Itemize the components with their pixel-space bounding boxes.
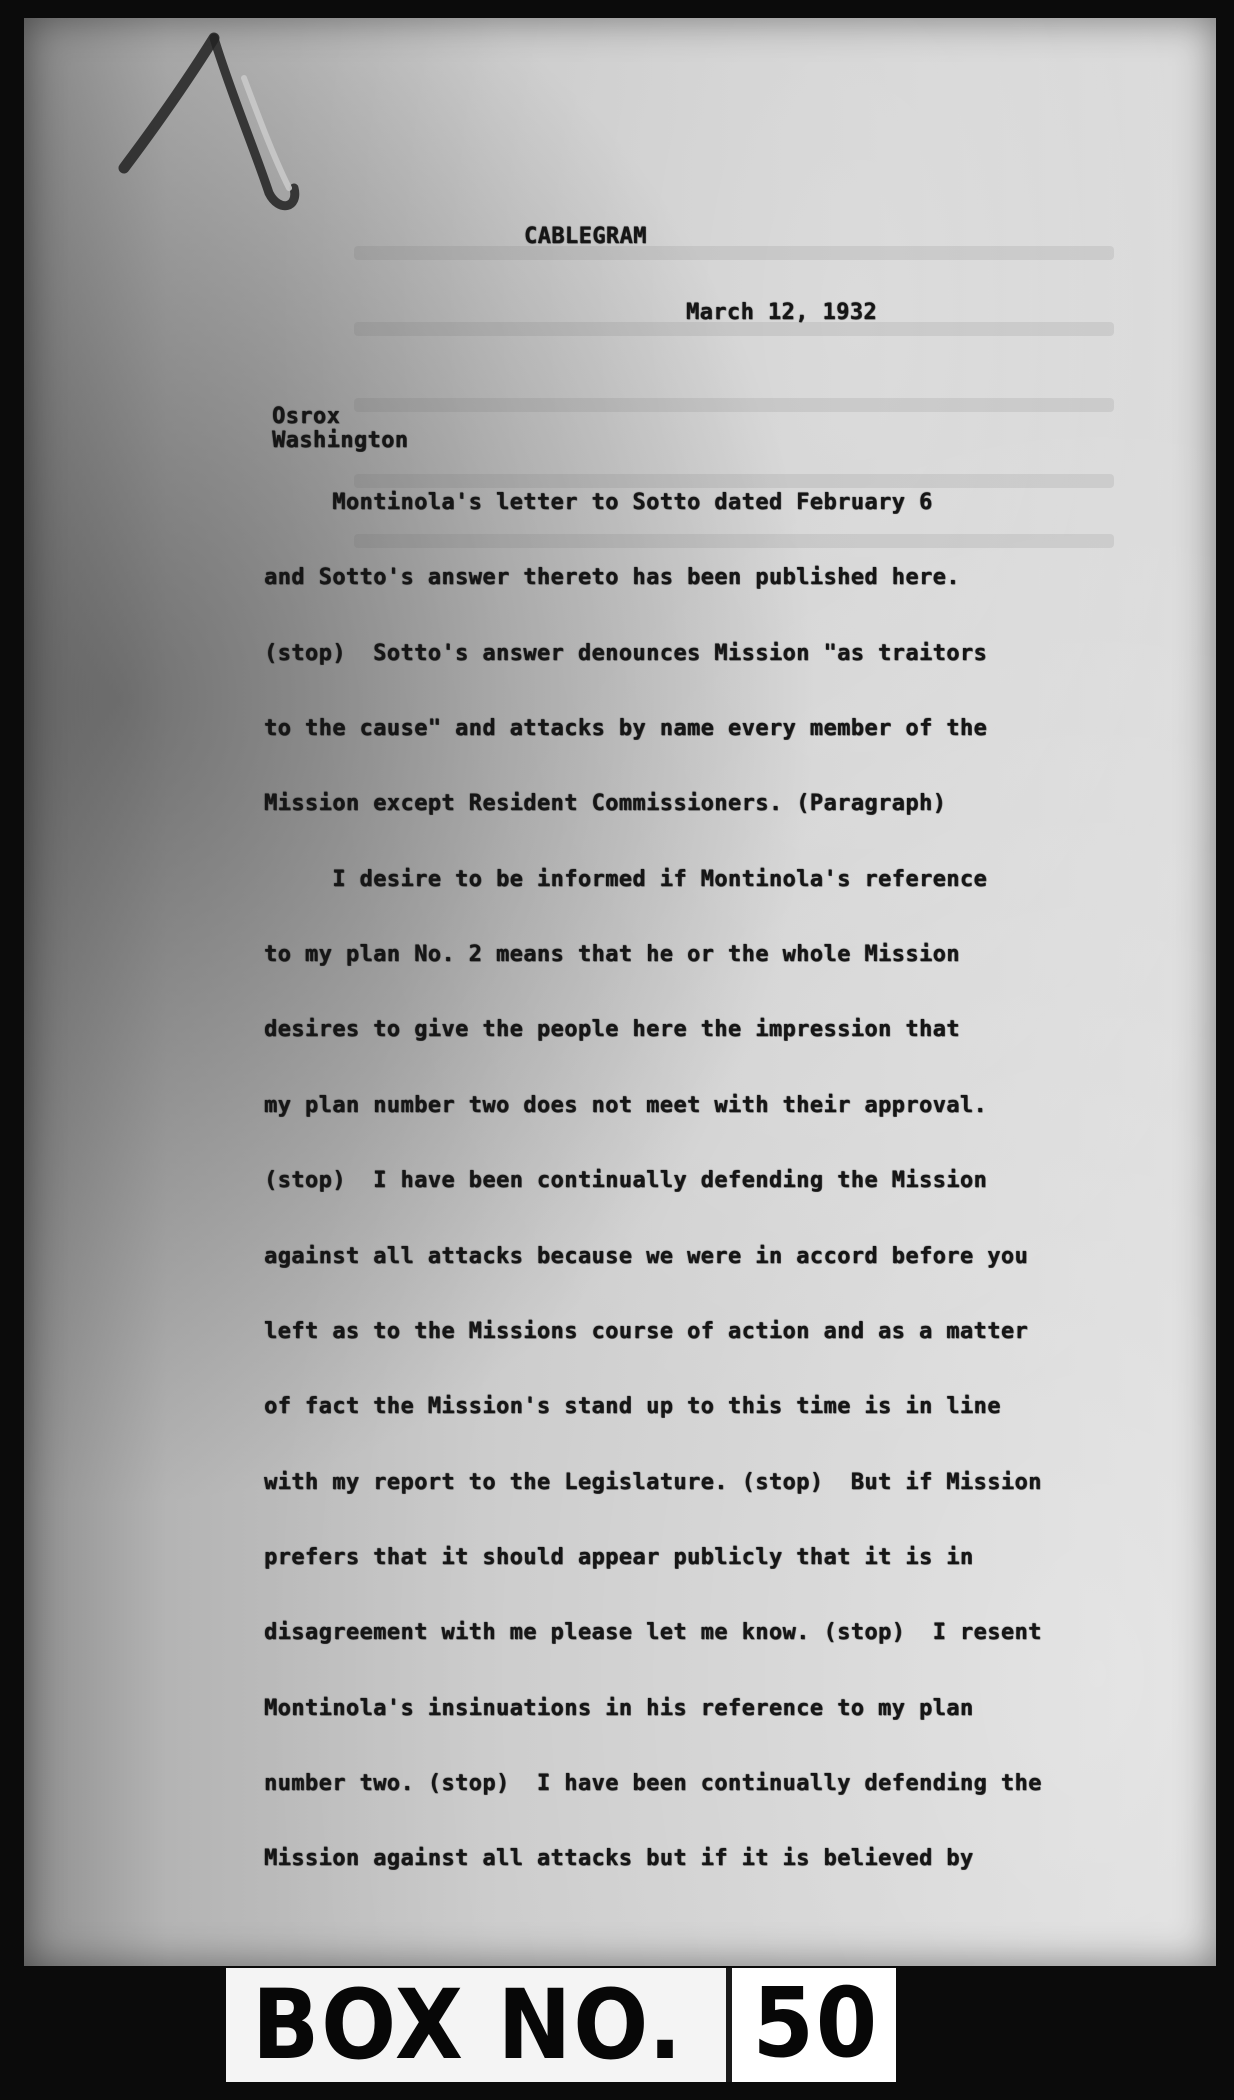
body-line: disagreement with me please let me know. (stop) I resent <box>264 1620 1042 1645</box>
bleed-through-line <box>354 246 1114 260</box>
archive-box-label-text: BOX NO. <box>252 1969 684 2081</box>
body-line: to the cause" and attacks by name every member of the <box>264 716 988 741</box>
archive-box-label <box>226 1968 896 2082</box>
body-line: number two. (stop) I have been continually defending the <box>264 1771 1042 1796</box>
document-date: March 12, 1932 <box>686 300 878 325</box>
body-line: Montinola's letter to Sotto dated February 6 <box>264 490 933 515</box>
body-line: (stop) Sotto's answer denounces Mission "as traitors <box>264 641 988 666</box>
handwritten-check-mark-icon <box>94 18 334 218</box>
body-line: prefers that it should appear publicly that it is in <box>264 1545 974 1570</box>
archive-box-number <box>726 1968 896 2082</box>
body-line: to my plan No. 2 means that he or the whole Mission <box>264 942 960 967</box>
body-line: desires to give the people here the impression that <box>264 1017 960 1042</box>
address-line-2: Washington <box>272 428 409 453</box>
body-line: Mission against all attacks but if it is believed by <box>264 1846 974 1871</box>
body-line: (stop) I have been continually defending the Mission <box>264 1168 988 1193</box>
address-line-1: Osrox <box>272 404 341 429</box>
body-line: I desire to be informed if Montinola's reference <box>264 867 988 892</box>
body-line: Montinola's insinuations in his reference to my plan <box>264 1696 974 1721</box>
body-line: left as to the Missions course of action and as a matter <box>264 1319 1029 1344</box>
archive-box-number-text: 50 <box>752 1968 880 2079</box>
body-line: and Sotto's answer thereto has been published here. <box>264 565 960 590</box>
bleed-through-line <box>354 474 1114 488</box>
body-line: with my report to the Legislature. (stop) But if Mission <box>264 1470 1042 1495</box>
body-line: against all attacks because we were in accord before you <box>264 1244 1029 1269</box>
body-line: Mission except Resident Commissioners. (Paragraph) <box>264 791 947 816</box>
document-title: CABLEGRAM <box>524 224 647 249</box>
bleed-through-line <box>354 534 1114 548</box>
bleed-through-line <box>354 398 1114 412</box>
body-line: of fact the Mission's stand up to this time is in line <box>264 1394 1001 1419</box>
body-line: my plan number two does not meet with their approval. <box>264 1093 988 1118</box>
document-page <box>24 18 1216 1966</box>
